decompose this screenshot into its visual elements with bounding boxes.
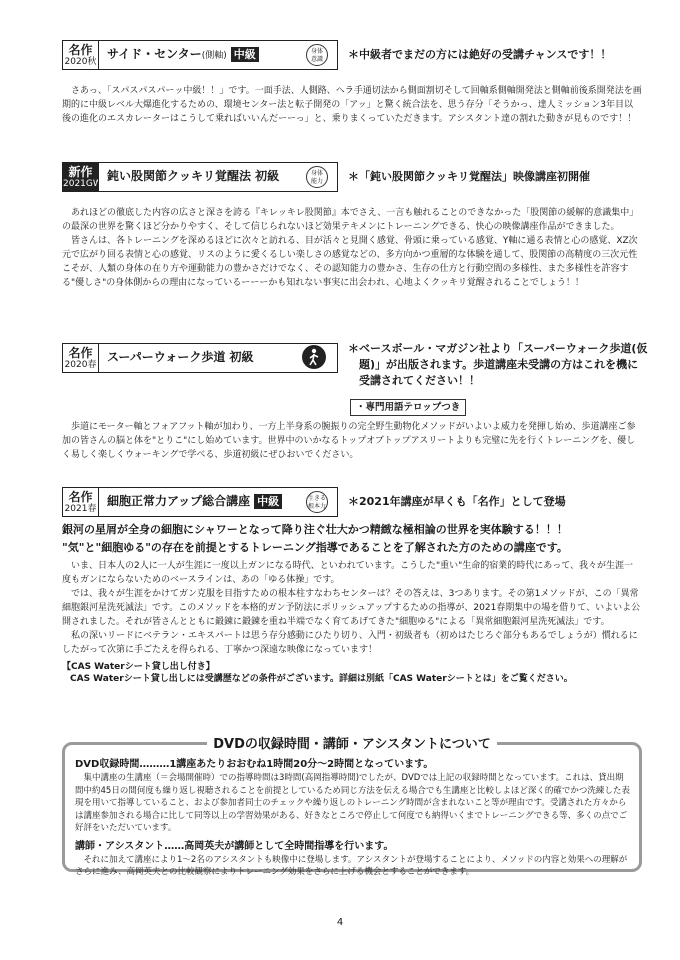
- walking-figure-icon: [302, 345, 326, 369]
- course-lead: 銀河の星屑が全身の細胞にシャワーとなって降り注ぐ壮大かつ精緻な極相論の世界を実体験する！！！: [62, 523, 568, 536]
- body-awareness-icon: [306, 44, 328, 66]
- badge-season: 2020春: [64, 360, 97, 370]
- course-paragraph: いま、日本人の2人に一人が生涯に一度以上ガンになる時代、といわれています。こうした"重い"生命的宿業的時代にあって、我々が生涯一度もガンにならないためのベースラインは、あの「ゆる体操」です。: [62, 561, 634, 585]
- course-header: [62, 40, 642, 72]
- course-paragraph: 私の深いリードにベテラン・エキスパートは思う存分感動にひたり切り、入門・初級者も（初めはたじろぐ部分もあるでしょうが）慣れるにしたがって次第に手ごたえを得られる、丁寧かつ深遠な映像になっています！: [62, 631, 638, 655]
- dvd-info-box: [62, 737, 642, 877]
- course-note: ＊中級者でまだの方には絶好の受講チャンスです！！: [348, 48, 612, 61]
- body-ability-icon: [306, 166, 328, 188]
- course-note: ＊2021年講座が早くも「名作」として登場: [348, 495, 566, 508]
- badge-season: 2021GW: [63, 179, 102, 189]
- course-section-cell-power: [62, 487, 642, 685]
- course-note: ＊ベースボール・マガジン社より「スーパーウォーク歩道(仮題)」が出版されます。歩道講座未受講の方はこれを機に受講されてください！！: [348, 342, 648, 387]
- telop-tag: ・専門用語テロップつき: [350, 399, 466, 416]
- root-power-icon: [306, 491, 328, 513]
- course-lead: "気"と"細胞ゆる"の存在を前提とするトレーニング指導であることを了解された方のための講座です。: [62, 541, 568, 554]
- course-note: ＊「鈍い股関節クッキリ覚醒法」映像講座初開催: [348, 170, 590, 183]
- badge-season: 2020秋: [64, 57, 97, 67]
- course-header: [62, 342, 648, 387]
- course-section-hip-joint: [62, 162, 642, 290]
- icon-text-bottom: 根本力: [307, 503, 326, 510]
- course-header: [62, 487, 642, 519]
- course-paragraph: 皆さんは、各トレーニングを深めるほどに次々と訪れる、目が活々と見開く感覚、骨頭に乗っている感覚、Y軸に通る表情と心の感覚、XZ次元で広がり回る表情と心の感覚、リスのように愛くるしい楽しさの感覚などの、多方向かつ重層的な体験を通して、股関節の高精度の三次元性こそが、人類の身体の在り方や運動能力の豊かさだけでなく、その認知能力の豊かさ、生存の仕方と行動空間の多様性、また多様性を許容する"優しさ"の身体側からの理由になっているーーーかも知れない事実に出会われ、心地よくクッキリ覚醒されることでしょう！！: [62, 236, 638, 288]
- cas-water-title: 【CAS Waterシート貸し出し付き】: [62, 662, 215, 672]
- dvd-duration-text: 集中講座の生講座（＝会場開催時）での指導時間は3時間(高岡指導時間)でしたが、DVDでは上記の収録時間となっています。これは、貸出期間中約45日の間何度も繰り返し視聴されることを前提としているため同じ方法を伝える場合でも生講座と比較しよほど深く的確でかつ洗練した表現を用いて指導していること、および参加者同士のチェックや繰り返しのトレーニング時間が含まれないこと等が理由です。受講された方々からは講座参加される場合に比して同等以上の学習効果がある、好きなところで停止して何度でも納得いくまでトレーニングできる等、多くの点でご好評をいただいています。: [75, 773, 630, 833]
- level-badge: 中級: [231, 47, 259, 62]
- badge-label: 新作: [68, 165, 93, 179]
- course-badge: [62, 162, 102, 192]
- course-badge: [62, 487, 98, 517]
- dvd-duration-heading: DVD収録時間………1講座あたりおおむね1時間20分〜2時間となっています。: [75, 759, 434, 770]
- course-description: 歩道にモーター軸とフォアフット軸が加わり、一方上半身系の腕振りの完全野生動物化メソッドがいよいよ威力を発揮し始め、歩道講座ご参加の皆さんの脳と体を"とりこ"にし始めています。世界中のいかなるトップオブトップアスリートよりも完璧に先を行くトレーニングを、優しく易しく楽しくウォーキングで学べる、歩道初級にぜひおいでください。: [62, 422, 636, 460]
- course-title: [98, 162, 338, 192]
- course-description: さあっ、「スパスパスパーッ中級！！」です。一面手法、人側路、ヘラ手通切法から側面割切そして回軸系側軸開発法と側軸前後系開発法を画期的に中級レベル大爆進化するための、環境センター法と転子開発の「アッ」と驚く統合法を、思う存分「そうかっ、達人ミッション3年目以後の進化のエスカレーターはこうして乗ればいいんだーーっ」と、乗りまくっていただきます。アシスタント達の割れた動きが見ものです！！: [62, 86, 642, 124]
- course-paragraph: あれほどの徹底した内容の広さと深さを誇る『キレッキレ股関節』本でさえ、一言も触れることのできなかった「股関節の緩解的意識集中」の最深の世界を驚くほど分かりやすく、そして信じられないほど効果テキメンにトレーニングできる、快心の映像講座作品ができました。: [62, 208, 639, 232]
- course-title-text: スーパーウォーク歩道 初級: [107, 350, 254, 364]
- icon-text-top: 生きる: [307, 495, 326, 502]
- dvd-instructor-heading: 講師・アシスタント……高岡英夫が講師として全時間指導を行います。: [75, 840, 394, 852]
- badge-label: 名作: [68, 490, 93, 504]
- course-title-text: 細胞正常力アップ総合講座: [107, 494, 251, 508]
- course-title-text: 鈍い股関節クッキリ覚醒法 初級: [107, 169, 280, 183]
- cas-water-note: CAS Waterシート貸し出しには受講歴などの条件がございます。詳細は別紙「CAS Waterシートとは」をご覧ください。: [70, 674, 573, 684]
- course-header: [62, 162, 642, 194]
- badge-label: 名作: [68, 43, 93, 57]
- icon-text-top: 身体: [310, 48, 323, 55]
- level-badge: 中級: [254, 494, 282, 509]
- course-title-small: (側軸): [201, 51, 227, 61]
- dvd-info-title: [65, 733, 639, 752]
- course-section-super-walk: [62, 342, 648, 462]
- icon-text-top: 身体: [310, 170, 323, 177]
- course-section-side-center: [62, 40, 642, 126]
- course-title: [98, 487, 338, 517]
- course-paragraph: では、我々が生涯をかけてガン克服を目指すための根本柱すなわちセンターは？その答えは、3つあります。その第1メソッドが、この「異常細胞銀河星洗死滅法」です。このメソッドを本格的ガン予防法にポリッシュアップするための指導が、2021春期集中の場を借りて、いよいよ公開されました。それが皆さんとともに鍛錬に鍛錬を重ね半端でなく育てあげてきた"細胞ゆる"による「異常細胞銀河星洗死滅法」です。: [62, 589, 641, 627]
- badge-season: 2021春: [64, 504, 97, 514]
- course-badge: [62, 40, 98, 70]
- course-title-text: サイド・センター: [107, 47, 202, 61]
- course-title: [98, 40, 338, 70]
- icon-text-bottom: 能力: [310, 178, 323, 185]
- badge-label: 名作: [68, 346, 93, 360]
- dvd-instructor-text: それに加えて講座により1〜2名のアシスタントも映像中に登場します。アシスタントが登場することにより、メソッドの内容と効果への理解がさらに進み、高岡英夫との比較観察によりトレーニング効果をさらに上げる機会とすることができます。: [75, 854, 628, 877]
- course-badge: [62, 343, 98, 373]
- dvd-info-title-text: DVDの収録時間・講師・アシスタントについて: [207, 737, 496, 752]
- icon-text-bottom: 意識: [310, 56, 323, 63]
- page-number: 4: [336, 917, 344, 928]
